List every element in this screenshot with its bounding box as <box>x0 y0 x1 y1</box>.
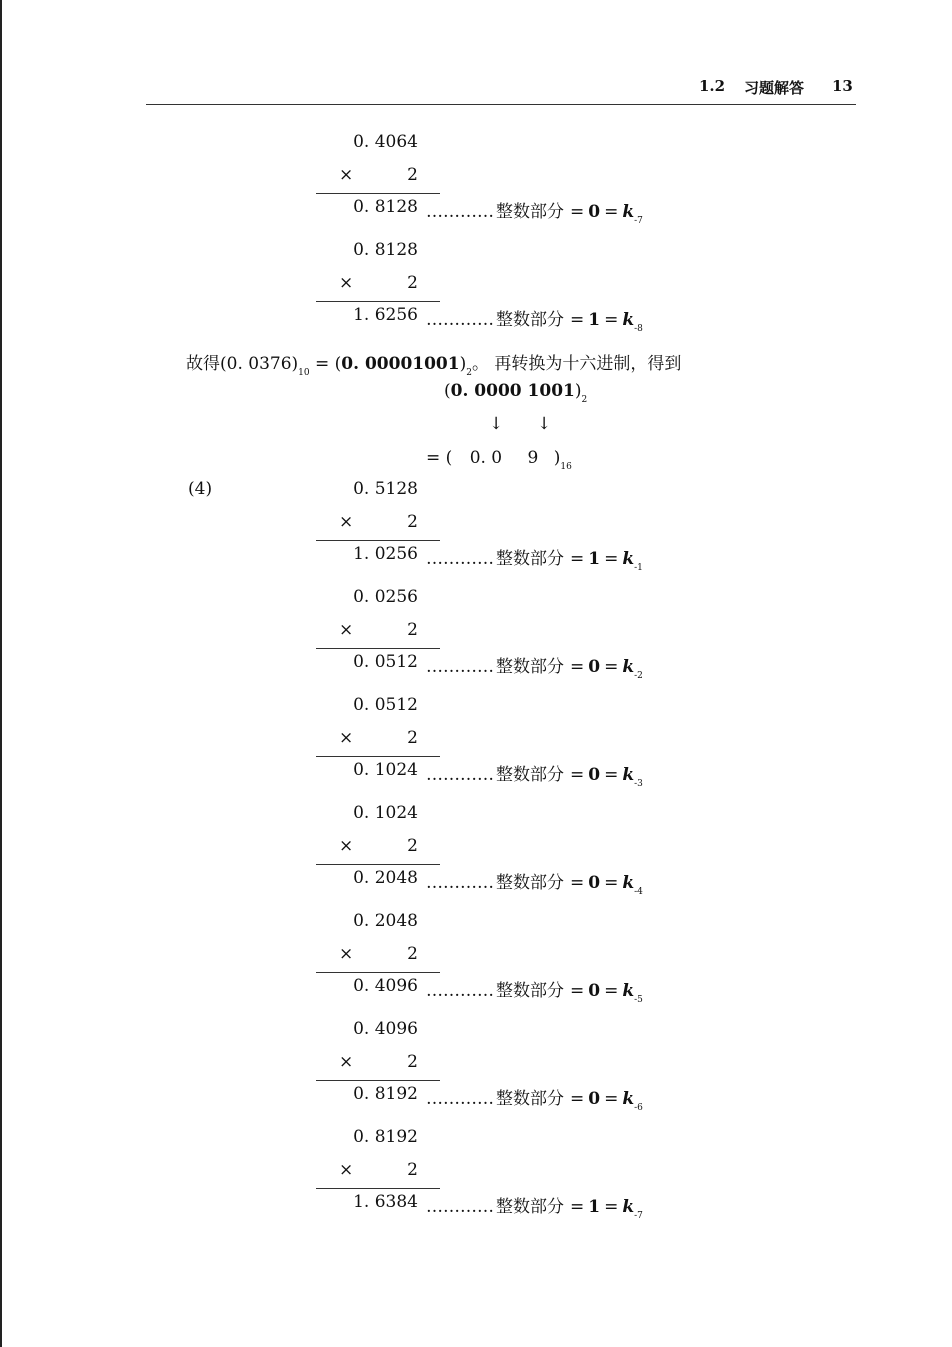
k-subscript: -7 <box>634 1211 643 1221</box>
integer-part-annotation <box>426 305 643 334</box>
multiplicand: 0. 4096 <box>353 1019 418 1039</box>
header-rule <box>146 104 856 105</box>
k-subscript: -3 <box>634 779 643 789</box>
k-symbol: k <box>622 981 635 1001</box>
leader-dots: ………… <box>426 310 494 330</box>
k-symbol: k <box>622 549 635 569</box>
product: 0. 2048 <box>353 868 418 888</box>
equals-sign: = <box>604 657 619 677</box>
equals-sign: = <box>570 1089 585 1109</box>
product-rule <box>316 756 440 757</box>
product: 0. 1024 <box>353 760 418 780</box>
product: 1. 0256 <box>353 544 418 564</box>
integer-part-annotation <box>426 197 643 226</box>
conclusion-line <box>186 349 682 378</box>
conclusion-suffix: 。 再转换为十六进制，得到 <box>471 354 682 374</box>
product: 0. 8192 <box>353 1084 418 1104</box>
equals-sign: = <box>570 1197 585 1217</box>
integer-digit: 1 <box>588 310 601 330</box>
integer-part-label: 整数部分 <box>496 873 564 893</box>
times-sign: × <box>339 272 354 293</box>
multiplicand: 0. 2048 <box>353 911 418 931</box>
equals-sign: = <box>604 765 619 785</box>
multiplicand: 0. 8128 <box>353 240 418 260</box>
multiplicand: 0. 8192 <box>353 1127 418 1147</box>
equals-sign: = <box>570 873 585 893</box>
binary-result: 0. 00001001 <box>341 354 460 374</box>
multiplier: 2 <box>407 1051 418 1072</box>
integer-digit: 0 <box>588 202 601 222</box>
k-symbol: k <box>622 202 635 222</box>
down-arrow-icon: ↓ <box>537 414 552 434</box>
integer-digit: 0 <box>588 981 601 1001</box>
integer-digit: 0 <box>588 765 601 785</box>
hex-result <box>426 448 572 472</box>
equals-sign: = <box>570 202 585 222</box>
page-left-edge <box>0 0 2 1347</box>
hex-digit: 9 <box>527 448 539 468</box>
leader-dots: ………… <box>426 202 494 222</box>
product-rule <box>316 972 440 973</box>
k-symbol: k <box>622 765 635 785</box>
k-subscript: -7 <box>634 216 643 226</box>
multiplier: 2 <box>407 511 418 532</box>
times-sign: × <box>339 943 354 964</box>
header-title: 习题解答 <box>744 79 805 97</box>
k-symbol: k <box>622 873 635 893</box>
header-section-number: 1.2 <box>699 77 726 95</box>
product-rule <box>316 864 440 865</box>
equals-sign: = <box>570 549 585 569</box>
equals-sign: = <box>604 1089 619 1109</box>
integer-part-annotation <box>426 976 643 1005</box>
integer-part-label: 整数部分 <box>496 1197 564 1217</box>
multiplier: 2 <box>407 272 418 293</box>
hex-close: ) <box>553 448 561 468</box>
leader-dots: ………… <box>426 1197 494 1217</box>
k-symbol: k <box>622 310 635 330</box>
multiplicand: 0. 4064 <box>353 132 418 152</box>
product: 1. 6256 <box>353 305 418 325</box>
k-symbol: k <box>622 1089 635 1109</box>
conclusion-close: ) <box>459 354 467 374</box>
conclusion-equals: = ( <box>309 354 342 374</box>
k-subscript: -5 <box>634 995 643 1005</box>
integer-part-label: 整数部分 <box>496 657 564 677</box>
integer-part-annotation <box>426 868 643 897</box>
multiplier: 2 <box>407 164 418 185</box>
k-symbol: k <box>622 657 635 677</box>
integer-part-label: 整数部分 <box>496 549 564 569</box>
multiplicand: 0. 0512 <box>353 695 418 715</box>
leader-dots: ………… <box>426 765 494 785</box>
times-sign: × <box>339 1159 354 1180</box>
integer-part-annotation <box>426 1084 643 1113</box>
product: 0. 0512 <box>353 652 418 672</box>
multiplier: 2 <box>407 943 418 964</box>
integer-part-label: 整数部分 <box>496 765 564 785</box>
times-sign: × <box>339 619 354 640</box>
multiplier: 2 <box>407 619 418 640</box>
integer-digit: 1 <box>588 1197 601 1217</box>
grouped-binary-value: 0. 0000 1001 <box>450 381 575 401</box>
equals-sign: = <box>570 310 585 330</box>
leader-dots: ………… <box>426 873 494 893</box>
equals-sign: = <box>570 981 585 1001</box>
multiplicand: 0. 1024 <box>353 803 418 823</box>
equals-sign: = <box>604 873 619 893</box>
integer-digit: 0 <box>588 657 601 677</box>
product-rule <box>316 1188 440 1189</box>
multiplier: 2 <box>407 835 418 856</box>
equals-sign: = <box>604 981 619 1001</box>
grouped-binary <box>444 381 588 405</box>
multiplicand: 0. 5128 <box>353 479 418 499</box>
multiplicand: 0. 0256 <box>353 587 418 607</box>
k-symbol: k <box>622 1197 635 1217</box>
equals-sign: = <box>604 202 619 222</box>
down-arrow-icon: ↓ <box>489 414 504 434</box>
k-subscript: -8 <box>634 324 643 334</box>
integer-digit: 0 <box>588 1089 601 1109</box>
product-rule <box>316 540 440 541</box>
k-subscript: -6 <box>634 1103 643 1113</box>
integer-digit: 0 <box>588 873 601 893</box>
binary-base: 2 <box>466 368 472 378</box>
equals-sign: = <box>604 1197 619 1217</box>
k-subscript: -1 <box>634 563 643 573</box>
times-sign: × <box>339 1051 354 1072</box>
equals-sign: = <box>604 310 619 330</box>
integer-part-label: 整数部分 <box>496 310 564 330</box>
hex-open: = ( <box>426 448 453 468</box>
integer-part-label: 整数部分 <box>496 202 564 222</box>
grouped-binary-base: 2 <box>581 395 588 405</box>
multiplier: 2 <box>407 1159 418 1180</box>
integer-digit: 1 <box>588 549 601 569</box>
equals-sign: = <box>604 549 619 569</box>
product-rule <box>316 301 440 302</box>
hex-base: 16 <box>560 462 572 472</box>
integer-part-annotation <box>426 652 643 681</box>
leader-dots: ………… <box>426 657 494 677</box>
product: 0. 8128 <box>353 197 418 217</box>
integer-part-label: 整数部分 <box>496 981 564 1001</box>
times-sign: × <box>339 511 354 532</box>
product: 1. 6384 <box>353 1192 418 1212</box>
integer-part-annotation <box>426 760 643 789</box>
times-sign: × <box>339 835 354 856</box>
times-sign: × <box>339 727 354 748</box>
leader-dots: ………… <box>426 981 494 1001</box>
grouped-binary-close: ) <box>574 381 582 401</box>
integer-part-label: 整数部分 <box>496 1089 564 1109</box>
product: 0. 4096 <box>353 976 418 996</box>
hex-int: 0. 0 <box>469 448 503 468</box>
leader-dots: ………… <box>426 1089 494 1109</box>
conclusion-prefix: 故得(0. 0376) <box>186 354 299 374</box>
product-rule <box>316 648 440 649</box>
k-subscript: -2 <box>634 671 643 681</box>
part4-label: (4) <box>188 479 213 499</box>
leader-dots: ………… <box>426 549 494 569</box>
decimal-base: 10 <box>298 368 310 378</box>
k-subscript: -4 <box>634 887 643 897</box>
grouped-binary-open: ( <box>444 381 451 401</box>
integer-part-annotation <box>426 544 643 573</box>
equals-sign: = <box>570 765 585 785</box>
multiplier: 2 <box>407 727 418 748</box>
product-rule <box>316 1080 440 1081</box>
times-sign: × <box>339 164 354 185</box>
equals-sign: = <box>570 657 585 677</box>
header-page-number: 13 <box>832 77 853 95</box>
product-rule <box>316 193 440 194</box>
integer-part-annotation <box>426 1192 643 1221</box>
